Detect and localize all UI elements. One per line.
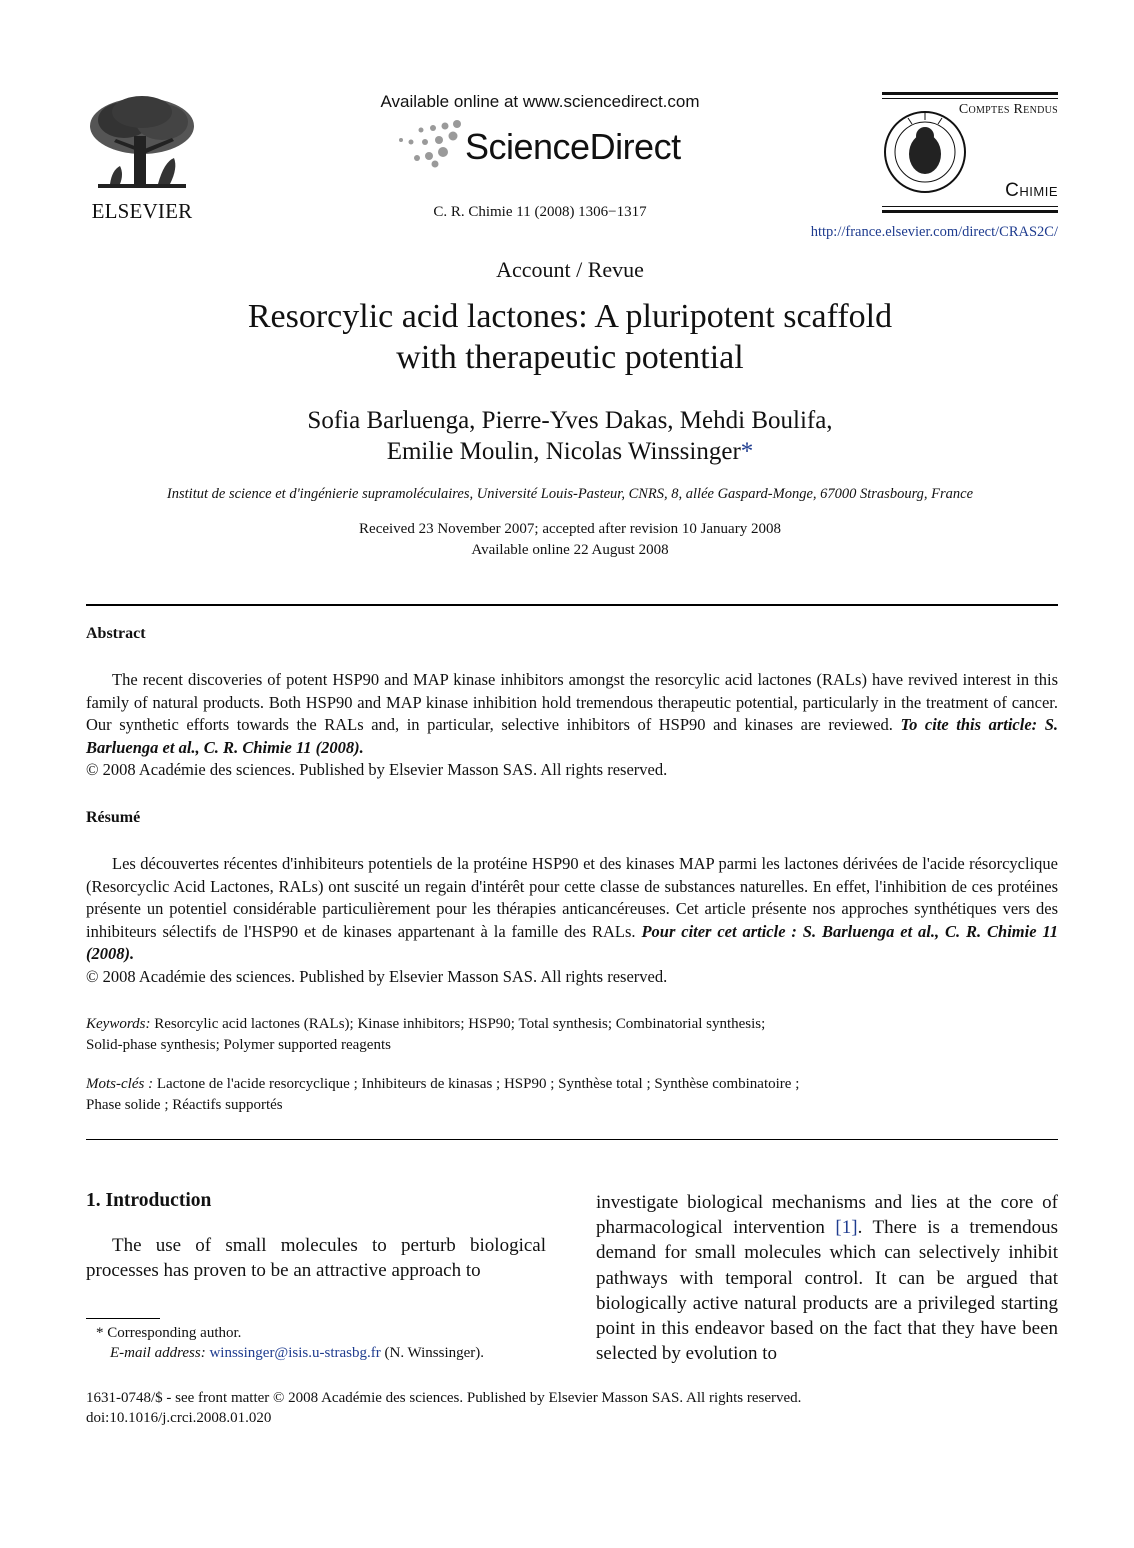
affiliation: Institut de science et d'ingénierie supramoléculaires, Université Louis-Pasteur, CNRS, 8, allée Gaspard-Monge, 67000 Strasbourg, France — [166, 486, 974, 502]
abstract-cite: To cite this article: S. Barluenga et al., C. R. Chimie 11 (2008). — [86, 715, 1059, 757]
mots-cles-label: Mots-clés : — [86, 1076, 154, 1092]
article-dates — [200, 519, 940, 561]
top-divider — [86, 604, 1058, 606]
issn-line: 1631-0748/$ - see front matter © 2008 Académie des sciences. Published by Elsevier Masson SAS. All rights reserved. — [86, 1390, 802, 1406]
bottom-divider — [86, 1139, 1058, 1140]
page-footer — [86, 1388, 1066, 1428]
article-title — [150, 296, 990, 378]
abstract-text: The recent discoveries of potent HSP90 and MAP kinase inhibitors amongst the resorcylic acid lactones (RALs) have revived interest in this family of natural products. Both HSP90 and MAP kinase inhibition hold tremendous therapeutic potential, particularly in the treatment of cancer. Our synthetic efforts towards the RALs and, in particular, selective inhibitors of HSP90 and kinases are reviewed. — [86, 670, 1058, 734]
abstract-copyright: © 2008 Académie des sciences. Published by Elsevier Masson SAS. All rights reserved. — [86, 760, 668, 779]
article-type: Account / Revue — [496, 257, 644, 282]
sciencedirect-wordmark: ScienceDirect — [465, 126, 681, 167]
elsevier-wordmark: ELSEVIER — [91, 199, 193, 223]
resume-copyright: © 2008 Académie des sciences. Published by Elsevier Masson SAS. All rights reserved. — [86, 966, 668, 986]
intro-left-text: The use of small molecules to perturb biological processes has proven to be an attractive approach to — [86, 1235, 546, 1282]
footnote-text: Corresponding author. — [107, 1325, 242, 1341]
mots-cles-block — [86, 1074, 1058, 1116]
mots-cles-line-2: Phase solide ; Réactifs supportés — [86, 1097, 283, 1113]
resume-text: Les découvertes récentes d'inhibiteurs potentiels de la protéine HSP90 et des kinases MAP parmi les lactones dérivées de l'acide résorcyclique (Resorcyclic Acid Lactones, RALs) ont suscité un regain d'intérêt pour cette classe de substances naturelles. En effet, l'inhibition de ces protéines présente un potentiel considérable particulièrement pour les thérapies anticancéreuses. Cet article présente nos approches synthétiques vers des inhibiteurs sélectifs de l'HSP90 et de kinases appartenant à la famille des RALs. — [86, 854, 1058, 941]
sciencedirect-dots-icon — [395, 118, 465, 168]
author-list — [150, 405, 990, 467]
keywords-label: Keywords: — [86, 1016, 151, 1032]
sciencedirect-logo[interactable] — [395, 118, 695, 168]
email-owner: (N. Winssinger). — [384, 1345, 485, 1361]
journal-citation: C. R. Chimie 11 (2008) 1306−1317 — [433, 204, 647, 220]
introduction-heading: 1. Introduction — [86, 1190, 212, 1211]
title-line-1: Resorcylic acid lactones: A pluripotent scaffold — [247, 298, 893, 335]
journal-url-link[interactable]: http://france.elsevier.com/direct/CRAS2C/ — [810, 224, 1058, 240]
available-online-text: Available online at www.sciencedirect.com — [380, 92, 700, 111]
authors-line-1: Sofia Barluenga, Pierre-Yves Dakas, Mehdi Boulifa, — [307, 407, 833, 434]
abstract-heading: Abstract — [86, 625, 146, 642]
keywords-block — [86, 1014, 1058, 1056]
abstract-body — [86, 669, 1058, 782]
footnote — [86, 1323, 556, 1363]
chimie-text: Chimie — [1005, 180, 1058, 201]
comptes-rendus-logo — [882, 92, 1058, 218]
email-label: E-mail address: — [110, 1345, 206, 1361]
intro-right-text-2: . There is a tremendous demand for small molecules which can selectively inhibit pathways with temporal control. It can be argued that biologically active natural products are a privileged starting point in this endeavor based on the fact that they have been selected by evolution to — [596, 1217, 1059, 1365]
available-date: Available online 22 August 2008 — [471, 542, 669, 558]
corresponding-author-mark[interactable]: * — [740, 438, 754, 465]
footnote-mark: * — [96, 1325, 104, 1341]
title-line-2: with therapeutic potential — [396, 339, 744, 376]
reference-link-1[interactable]: [1] — [835, 1217, 858, 1239]
received-dates: Received 23 November 2007; accepted after revision 10 January 2008 — [359, 521, 781, 537]
keywords-line-1: Resorcylic acid lactones (RALs); Kinase inhibitors; HSP90; Total synthesis; Combinatorial synthesis; — [154, 1016, 766, 1032]
keywords-line-2: Solid-phase synthesis; Polymer supported reagents — [86, 1037, 391, 1053]
authors-line-2: Emilie Moulin, Nicolas Winssinger — [386, 438, 741, 465]
intro-right-text-1: investigate biological mechanisms and lies at the core of pharmacological intervention — [596, 1192, 1058, 1239]
left-column — [86, 1190, 546, 1283]
right-column — [596, 1190, 1058, 1366]
resume-heading: Résumé — [86, 809, 141, 826]
comptes-rendus-text: Comptes Rendus — [958, 102, 1058, 117]
footnote-divider — [86, 1318, 160, 1319]
doi-line: doi:10.1016/j.crci.2008.01.020 — [86, 1410, 272, 1426]
resume-cite: Pour citer cet article : S. Barluenga et al., C. R. Chimie 11 (2008). — [86, 921, 1058, 963]
author-email-link[interactable]: winssinger@isis.u-strasbg.fr — [209, 1345, 381, 1361]
mots-cles-line-1: Lactone de l'acide resorcyclique ; Inhibiteurs de kinasas ; HSP90 ; Synthèse total ; Synthèse combinatoire ; — [156, 1076, 800, 1092]
resume-body — [86, 853, 1058, 988]
